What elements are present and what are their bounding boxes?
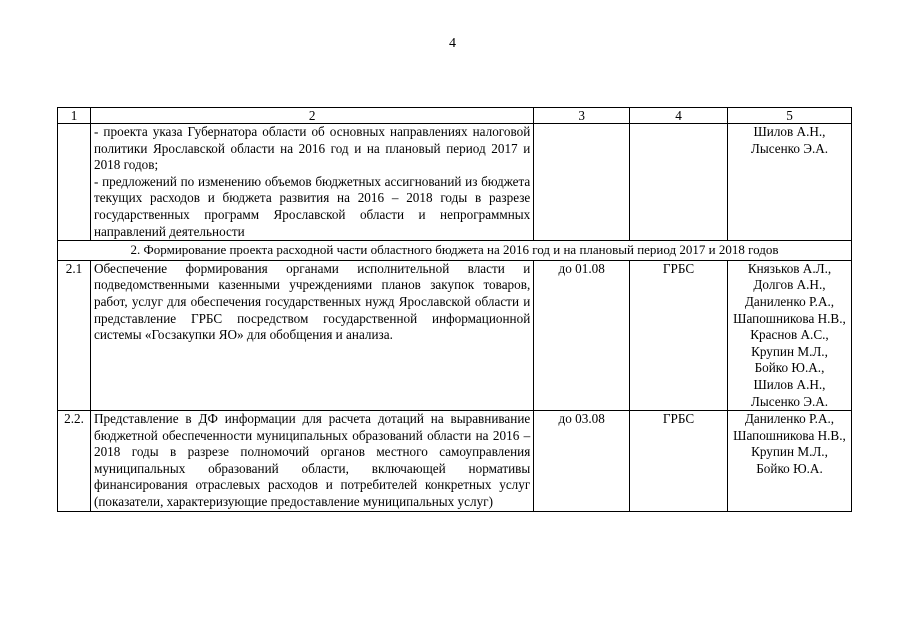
table-row [58, 411, 852, 512]
executor-cell [630, 124, 728, 241]
responsible-name: Крупин М.Л., [751, 343, 828, 359]
responsible-name: Лысенко Э.А. [750, 393, 829, 409]
executor: ГРБС [630, 260, 728, 410]
header-col-1: 1 [58, 108, 91, 124]
responsible-name: Лысенко Э.А. [750, 140, 829, 156]
row-number: 2.2. [58, 411, 91, 512]
deadline: до 03.08 [534, 411, 630, 512]
responsible-name: Краснов А.С., [750, 327, 829, 343]
responsible-name: Крупин М.Л., [751, 444, 828, 460]
responsible-name: Шилов А.Н., [753, 124, 826, 139]
responsible-name: Шилов А.Н., [753, 376, 826, 392]
header-col-4: 4 [630, 108, 728, 124]
task-line-2: - предложений по изменению объемов бюджетных ассигнований из бюджета текущих расходов и бюджета развития на 2016 – 2018 годы в разрезе государственных программ Ярославской области и непрограммных направлений деятельности [93, 173, 531, 239]
responsible-cell [727, 411, 851, 512]
table-header-row [58, 108, 852, 124]
table-row [58, 260, 852, 410]
responsible-name: Бойко Ю.А., [754, 360, 825, 376]
page-number: 4 [449, 36, 456, 51]
header-col-5: 5 [727, 108, 851, 124]
section-title: 2. Формирование проекта расходной части областного бюджета на 2016 год и на плановый период 2017 и 2018 годов [58, 241, 852, 261]
section-heading-row [58, 241, 852, 261]
task-line-1: - проекта указа Губернатора области об основных направлениях налоговой политики Ярославской области на 2016 год и на плановый период 2017 и 2018 годов; [93, 124, 531, 173]
responsible-name: Даниленко Р.А., [744, 411, 835, 427]
plan-table [57, 107, 852, 512]
executor: ГРБС [630, 411, 728, 512]
responsible-name: Долгов А.Н., [753, 277, 826, 293]
task-text: Обеспечение формирования органами исполнительной власти и подведомственными казенными учреждениями планов закупок товаров, работ, услуг для обеспечения государственных нужд Ярославской области и представление ГРБС посредством государственной информационной системы «Госзакупки ЯО» для обобщения и анализа. [90, 260, 533, 410]
responsible-name: Бойко Ю.А. [756, 460, 823, 476]
responsible-cell [727, 260, 851, 410]
header-col-2: 2 [90, 108, 533, 124]
responsible-name: Шапошникова Н.В., [733, 427, 846, 443]
deadline: до 01.08 [534, 260, 630, 410]
header-col-3: 3 [534, 108, 630, 124]
responsible-cell [727, 124, 851, 241]
table-row-continuation [58, 124, 852, 241]
responsible-name: Даниленко Р.А., [744, 293, 835, 309]
task-text: Представление в ДФ информации для расчета дотаций на выравнивание бюджетной обеспеченности муниципальных образований области на 2016 – 2018 годы в разрезе полномочий органов местного самоуправления муниципальных образований области, включающей нормативы финансирования отраслевых расходов и потребителей конкретных услуг (показатели, характеризующие предоставление муниципальных услуг) [90, 411, 533, 512]
row-number: 2.1 [58, 260, 91, 410]
responsible-name: Шапошникова Н.В., [733, 310, 846, 326]
deadline-cell [534, 124, 630, 241]
row-number-cell [58, 124, 91, 241]
task-text-cell [90, 124, 533, 241]
responsible-name: Князьков А.Л., [747, 260, 832, 276]
